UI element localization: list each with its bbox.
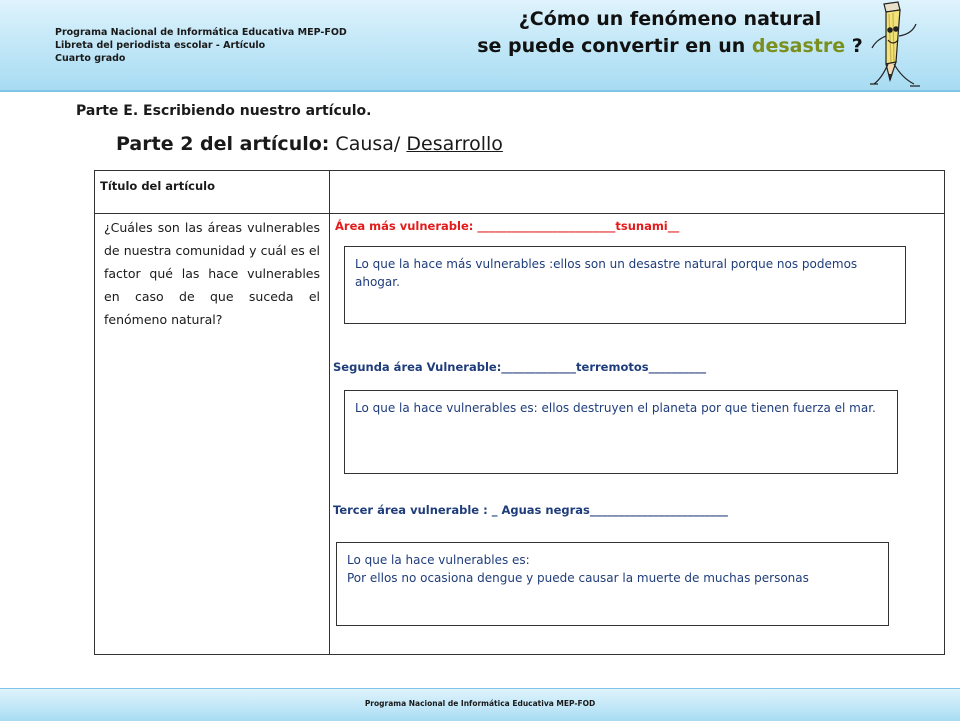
article-title-label: Título del artículo (100, 179, 216, 193)
footer-band (0, 688, 960, 721)
part-title-cause: Causa/ (329, 133, 407, 155)
main-title-accent-word: desastre (751, 35, 846, 57)
area1-label: Área más vulnerable: ________________________tsunami__ (335, 219, 680, 233)
main-title-line2-start: se puede convertir en un (477, 35, 752, 57)
footer-text: Programa Nacional de Informática Educativa MEP-FOD (364, 699, 596, 708)
notebook-name: Libreta del periodista escolar - Artículo (55, 40, 266, 51)
part-title-bold: Parte 2 del artículo: (116, 133, 330, 155)
area2-answer-box[interactable] (344, 390, 898, 474)
area3-label: Tercer área vulnerable : _ Aguas negras________________________ (333, 503, 728, 517)
area2-answer-text: Lo que la hace vulnerables es: ellos destruyen el planeta por que tienen fuerza el mar. (355, 401, 876, 415)
main-title-line2 (420, 33, 920, 60)
program-info (55, 26, 347, 65)
header-band (0, 0, 960, 92)
program-name: Programa Nacional de Informática Educativa MEP-FOD (55, 27, 347, 38)
table-row-divider (95, 213, 944, 214)
grade-label: Cuarto grado (55, 53, 126, 64)
section-heading: Parte E. Escribiendo nuestro artículo. (76, 103, 372, 119)
pencil-character-illustration (862, 0, 932, 92)
area3-answer-line2: Por ellos no ocasiona dengue y puede causar la muerte de muchas personas (347, 571, 809, 585)
area1-answer-box[interactable] (344, 246, 906, 324)
table-column-divider (329, 171, 330, 654)
article-table (94, 170, 945, 655)
main-title-line1: ¿Cómo un fenómeno natural (518, 8, 822, 30)
area1-answer-text: Lo que la hace más vulnerables :ellos son un desastre natural porque nos podemos ahogar. (355, 257, 858, 289)
area3-answer-box[interactable] (336, 542, 889, 626)
area2-label: Segunda área Vulnerable:_____________terremotos__________ (333, 360, 707, 374)
part-title (116, 133, 503, 155)
vulnerable-areas-question: ¿Cuáles son las áreas vulnerables de nuestra comunidad y cuál es el factor qué las hace vulnerables en caso de que suceda el fenómeno natural? (104, 220, 320, 327)
part-title-development: Desarrollo (406, 133, 503, 155)
main-title (420, 6, 920, 60)
main-title-line2-end: ? (845, 35, 863, 57)
area3-answer-line1: Lo que la hace vulnerables es: (347, 553, 530, 567)
